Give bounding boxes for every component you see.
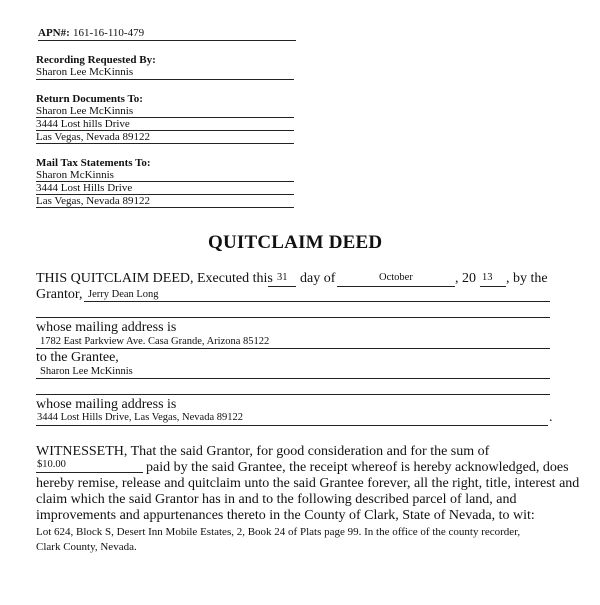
witness-line-4: claim which the said Grantor has in and to the following described parcel of land, and	[36, 492, 517, 507]
witness-line-5: improvements and appurtenances thereto in the County of Clark, State of Nevada, to wit:	[36, 508, 535, 523]
grantee-address: 3444 Lost Hills Drive, Las Vegas, Nevada 89122	[37, 412, 243, 423]
amount-value: $10.00	[37, 459, 66, 470]
grantee-underline-2	[36, 394, 550, 395]
return-line-1: Sharon Lee McKinnis	[36, 105, 134, 117]
tax-line-2: 3444 Lost Hills Drive	[36, 182, 133, 194]
legal-line-2: Clark County, Nevada.	[36, 541, 137, 553]
witness-line-2: paid by the said Grantee, the receipt whereof is hereby acknowledged, does	[146, 460, 569, 475]
day-underline	[268, 286, 296, 287]
return-documents-label: Return Documents To:	[36, 93, 143, 105]
amount-underline	[36, 472, 143, 473]
day-of-text: day of	[300, 271, 336, 286]
grantee-name: Sharon Lee McKinnis	[40, 366, 133, 377]
year-prefix: , 20	[455, 271, 476, 286]
apn-value: 161-16-110-479	[73, 27, 145, 39]
grantee-address-underline	[36, 425, 548, 426]
tax-line-3: Las Vegas, Nevada 89122	[36, 195, 151, 207]
grantee-address-label: whose mailing address is	[36, 397, 177, 412]
by-the-text: , by the	[506, 271, 548, 286]
month-underline	[337, 286, 455, 287]
witness-line-1: WITNESSETH, That the said Grantor, for good consideration and for the sum of	[36, 444, 490, 459]
legal-line-1: Lot 624, Block S, Desert Inn Mobile Estates, 2, Book 24 of Plats page 99. In the office of the county recorder,	[36, 526, 521, 538]
recording-requested-label: Recording Requested By:	[36, 54, 156, 66]
grantor-address-label: whose mailing address is	[36, 320, 177, 335]
grantor-address-underline	[36, 348, 550, 349]
year-underline	[480, 286, 506, 287]
return-underline-3	[36, 143, 294, 144]
return-line-2: 3444 Lost hills Drive	[36, 118, 130, 130]
recording-requested-name: Sharon Lee McKinnis	[36, 66, 134, 78]
tax-line-1: Sharon McKinnis	[36, 169, 114, 181]
grantor-label: Grantor,	[36, 287, 83, 302]
grantee-underline	[36, 378, 550, 379]
month-value: October	[379, 272, 413, 283]
grantor-name: Jerry Dean Long	[88, 289, 159, 300]
grantor-address: 1782 East Parkview Ave. Casa Grande, Arizona 85122	[40, 336, 270, 347]
grantee-address-period: .	[549, 410, 553, 425]
tax-underline-3	[36, 207, 294, 208]
apn-underline	[38, 40, 296, 41]
year-value: 13	[482, 272, 493, 283]
recording-underline	[36, 79, 294, 80]
executed-prefix: THIS QUITCLAIM DEED, Executed this	[36, 271, 273, 286]
return-line-3: Las Vegas, Nevada 89122	[36, 131, 151, 143]
grantor-underline	[84, 301, 550, 302]
day-value: 31	[277, 272, 288, 283]
grantee-label: to the Grantee,	[36, 350, 119, 365]
mail-tax-label: Mail Tax Statements To:	[36, 157, 151, 169]
deed-title: QUITCLAIM DEED	[208, 232, 383, 253]
witness-line-3: hereby remise, release and quitclaim unto the said Grantee forever, all the right, title, interest and	[36, 476, 580, 491]
grantor-underline-2	[36, 317, 550, 318]
apn-label: APN#:	[38, 27, 70, 39]
